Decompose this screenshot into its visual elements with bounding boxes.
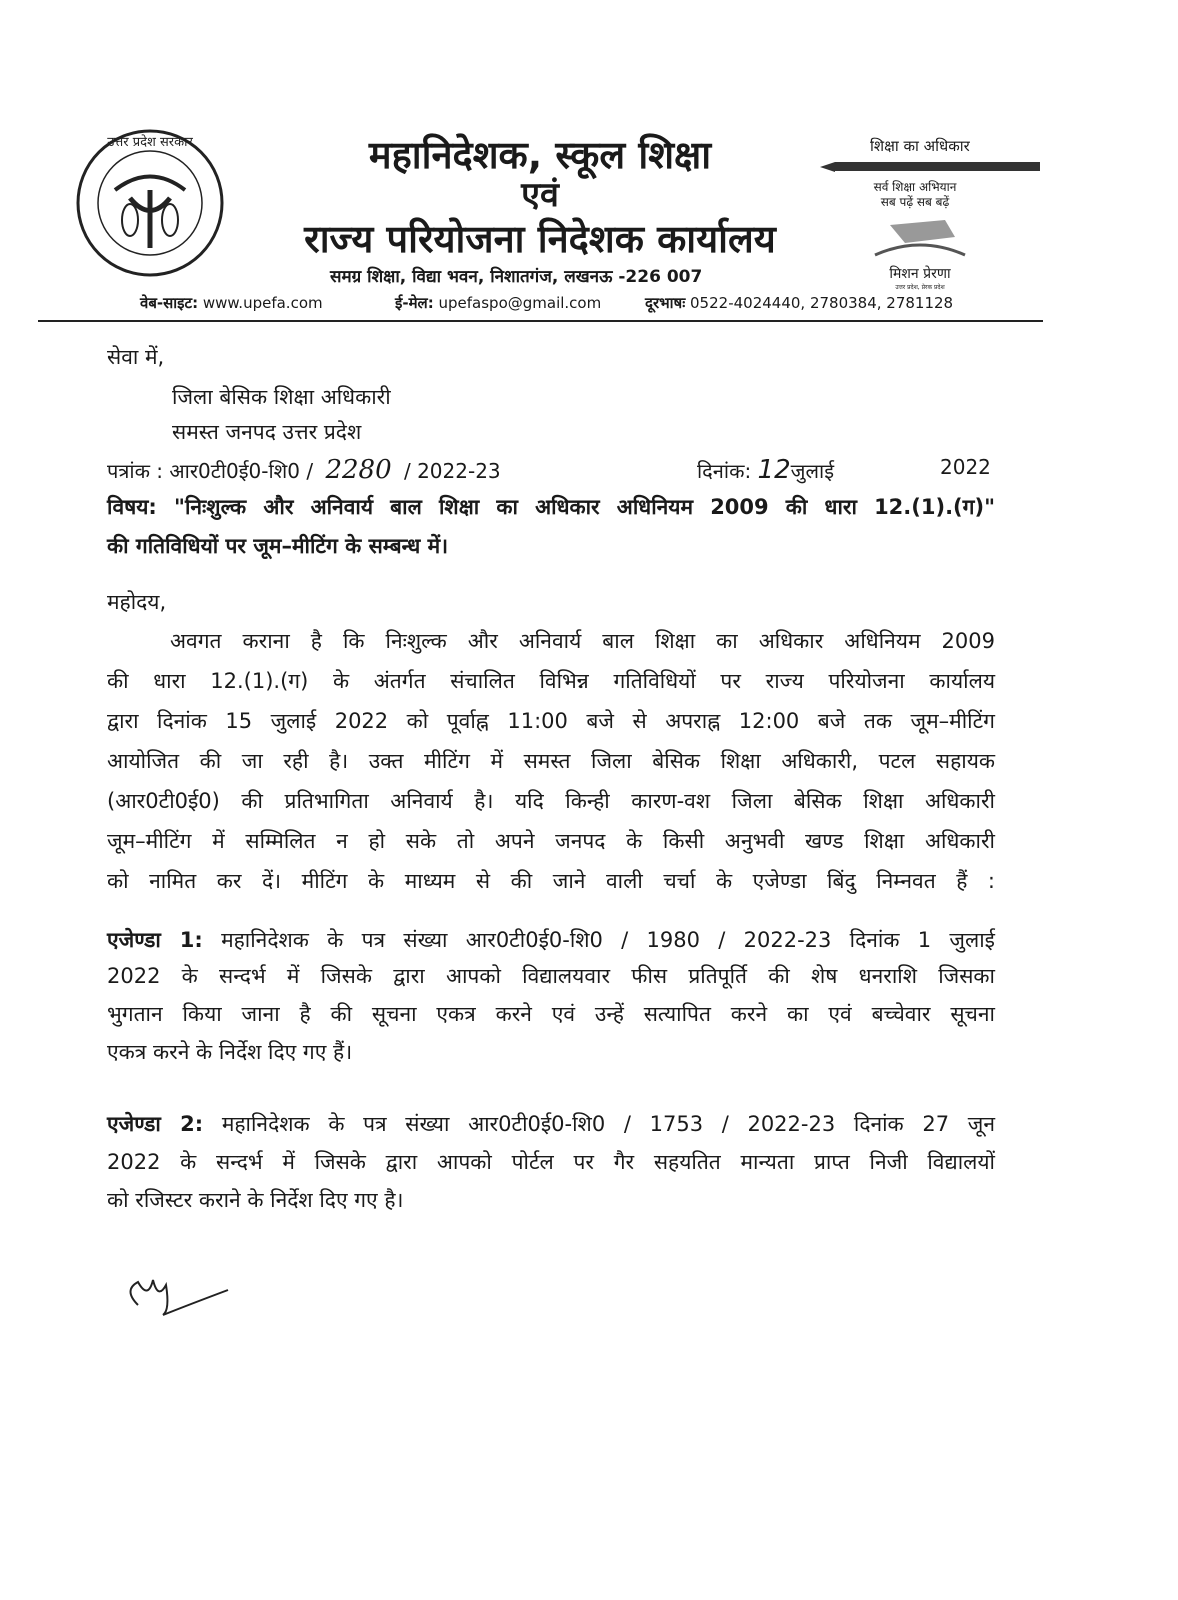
office-title-line1: महानिदेशक, स्कूल शिक्षा [368, 133, 712, 177]
website[interactable]: वेब-साइट: www.upefa.com [140, 294, 323, 312]
agenda1-line: एकत्र करने के निर्देश दिए गए हैं। [107, 1040, 353, 1064]
rte-logo: शिक्षा का अधिकार [815, 132, 1040, 182]
salutation: महोदय, [107, 590, 167, 614]
addressee-intro: सेवा में, [107, 345, 165, 369]
office-address: समग्र शिक्षा, विद्या भवन, निशातगंज, लखनऊ -226 007 [330, 267, 703, 287]
reference-line: पत्रांक : आर0टी0ई0-शि0 / 2280 / 2022-23 दिनांक: 12जुलाई 2022 [107, 455, 991, 485]
signature [118, 1270, 238, 1344]
ssa-logo-text: सर्व शिक्षा अभियान सब पढ़ें सब बढ़ें [873, 180, 957, 209]
para-line: (आर0टी0ई0) की प्रतिभागिता अनिवार्य है। यदि किन्ही कारण-वश जिला बेसिक शिक्षा अधिकारी [107, 789, 995, 813]
contact-bar [140, 293, 970, 313]
agenda2-line: 2022 के सन्दर्भ में जिसके द्वारा आपको पोर्टल पर गैर सहयतित मान्यता प्राप्त निजी विद्यालयों [107, 1150, 995, 1174]
agenda1-line: एजेण्डा 1: महानिदेशक के पत्र संख्या आर0टी0ई0-शि0 / 1980 / 2022-23 दिनांक 1 जुलाई [107, 928, 995, 952]
para-line: द्वारा दिनांक 15 जुलाई 2022 को पूर्वाह्न 11:00 बजे से अपराह्न 12:00 बजे तक जूम–मीटिंग [107, 709, 995, 733]
up-government-emblem [75, 128, 225, 278]
mission-prerna-logo: मिशन प्रेरणा उत्तर प्रदेश, प्रेरक प्रदेश [865, 215, 975, 287]
agenda2-line: को रजिस्टर कराने के निर्देश दिए गए है। [107, 1188, 404, 1212]
para-line: अवगत कराना है कि निःशुल्क और अनिवार्य बाल शिक्षा का अधिकार अधिनियम 2009 [170, 629, 995, 653]
agenda1-line: भुगतान किया जाना है की सूचना एकत्र करने एवं उन्हें सत्यापित करने का एवं बच्चेवार सूचना [107, 1002, 995, 1026]
addressee-line1: जिला बेसिक शिक्षा अधिकारी [172, 385, 391, 409]
para-line: आयोजित की जा रही है। उक्त मीटिंग में समस्त जिला बेसिक शिक्षा अधिकारी, पटल सहायक [107, 749, 995, 773]
header-divider [38, 320, 1043, 322]
subject-line1: विषय: "निःशुल्क और अनिवार्य बाल शिक्षा का अधिकार अधिनियम 2009 की धारा 12.(1).(ग)" [107, 495, 996, 519]
svg-text:उत्तर प्रदेश सरकार: उत्तर प्रदेश सरकार [107, 135, 193, 150]
para-line: जूम–मीटिंग में सम्मिलित न हो सके तो अपने जनपद के किसी अनुभवी खण्ड शिक्षा अधिकारी [107, 829, 995, 853]
handwritten-ref-number: 2280 [325, 455, 392, 485]
agenda2-line: एजेण्डा 2: महानिदेशक के पत्र संख्या आर0टी0ई0-शि0 / 1753 / 2022-23 दिनांक 27 जून [107, 1112, 995, 1136]
addressee-line2: समस्त जनपद उत्तर प्रदेश [172, 420, 362, 444]
office-title-line3: राज्य परियोजना निदेशक कार्यालय [304, 217, 776, 261]
phone: दूरभाषः 0522-4024440, 2780384, 2781128 [645, 294, 954, 312]
para-line: को नामित कर दें। मीटिंग के माध्यम से की जाने वाली चर्चा के एजेण्डा बिंदु निम्नवत हैं : [107, 869, 995, 893]
agenda1-line: 2022 के सन्दर्भ में जिसके द्वारा आपको विद्यालयवार फीस प्रतिपूर्ति की शेष धनराशि जिसका [107, 964, 995, 988]
email[interactable]: ई-मेल: upefaspo@gmail.com [395, 294, 602, 312]
office-title-line2: एवं [521, 175, 559, 215]
para-line: की धारा 12.(1).(ग) के अंतर्गत संचालित विभिन्न गतिविधियों पर राज्य परियोजना कार्यालय [107, 669, 995, 693]
handwritten-date: 12 [757, 455, 791, 485]
subject-line2: की गतिविधियों पर जूम–मीटिंग के सम्बन्ध में। [107, 534, 449, 558]
